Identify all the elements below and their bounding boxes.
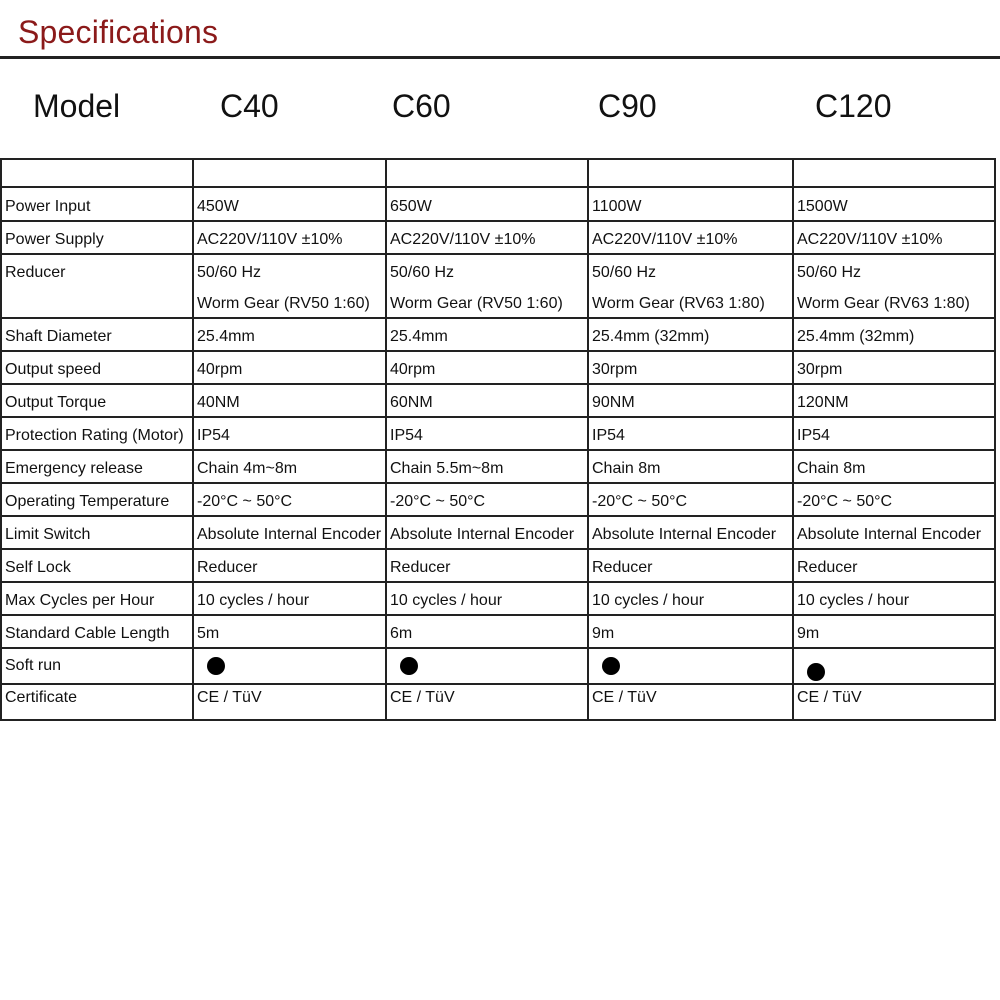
spec-value-c60: 60NM xyxy=(386,384,588,417)
table-row xyxy=(1,187,995,221)
spec-value-c40: -20°C ~ 50°C xyxy=(193,483,386,516)
spec-value-c90: 30rpm xyxy=(588,351,793,384)
certificate-c90: CE / TüV xyxy=(588,684,793,720)
spec-value-c120: -20°C ~ 50°C xyxy=(793,483,995,516)
spec-value-c90: 9m xyxy=(588,615,793,648)
spec-value-c60: 25.4mm xyxy=(386,318,588,351)
title-divider xyxy=(0,56,1000,59)
spec-label: Self Lock xyxy=(1,549,193,582)
spec-value-c60: Worm Gear (RV50 1:60) xyxy=(386,286,588,318)
spec-value-c120: 1500W xyxy=(793,187,995,221)
spec-value-c60: 650W xyxy=(386,187,588,221)
soft-run-c40 xyxy=(193,648,386,684)
spec-label: Power Input xyxy=(1,187,193,221)
spec-value-c40: 25.4mm xyxy=(193,318,386,351)
spec-label: Certificate xyxy=(1,684,193,720)
spec-value-c90: 25.4mm (32mm) xyxy=(588,318,793,351)
spec-value-c120: Reducer xyxy=(793,549,995,582)
table-row xyxy=(1,318,995,351)
spec-label: Limit Switch xyxy=(1,516,193,549)
model-c120: C120 xyxy=(815,88,892,124)
spec-value-c60: Chain 5.5m~8m xyxy=(386,450,588,483)
spec-value-c40: Worm Gear (RV50 1:60) xyxy=(193,286,386,318)
soft-run-c90 xyxy=(588,648,793,684)
spec-label xyxy=(1,286,193,318)
model-label: Model xyxy=(33,88,121,124)
spec-value-c120: 50/60 Hz xyxy=(793,254,995,286)
spec-value-c90: 90NM xyxy=(588,384,793,417)
table-row xyxy=(1,254,995,286)
spec-label: Output Torque xyxy=(1,384,193,417)
page-title: Specifications xyxy=(18,14,219,50)
certificate-c40: CE / TüV xyxy=(193,684,386,720)
spec-value-c120: Chain 8m xyxy=(793,450,995,483)
spec-value-c60: Reducer xyxy=(386,549,588,582)
filled-circle-icon xyxy=(400,657,418,675)
spec-value-c60: -20°C ~ 50°C xyxy=(386,483,588,516)
spec-value-c90: AC220V/110V ±10% xyxy=(588,221,793,254)
model-c60: C60 xyxy=(392,88,451,124)
table-row xyxy=(1,384,995,417)
spec-value-c60: 40rpm xyxy=(386,351,588,384)
spec-value-c120: Absolute Internal Encoder xyxy=(793,516,995,549)
spec-value-c90: 1100W xyxy=(588,187,793,221)
spec-label: Protection Rating (Motor) xyxy=(1,417,193,450)
spec-value-c40: 5m xyxy=(193,615,386,648)
spec-label: Reducer xyxy=(1,254,193,286)
soft-run-c60 xyxy=(386,648,588,684)
spec-value-c40: AC220V/110V ±10% xyxy=(193,221,386,254)
specifications-table xyxy=(0,158,996,721)
spec-label: Emergency release xyxy=(1,450,193,483)
spec-value-c60: 10 cycles / hour xyxy=(386,582,588,615)
table-header-spacer-row xyxy=(1,159,995,187)
spec-value-c120: Worm Gear (RV63 1:80) xyxy=(793,286,995,318)
spec-value-c40: Absolute Internal Encoder xyxy=(193,516,386,549)
spec-value-c120: 30rpm xyxy=(793,351,995,384)
spec-value-c120: 9m xyxy=(793,615,995,648)
spec-value-c40: IP54 xyxy=(193,417,386,450)
filled-circle-icon xyxy=(602,657,620,675)
spec-value-c40: Chain 4m~8m xyxy=(193,450,386,483)
certificate-c120: CE / TüV xyxy=(793,684,995,720)
table-row xyxy=(1,549,995,582)
spec-value-c40: 50/60 Hz xyxy=(193,254,386,286)
spec-label: Output speed xyxy=(1,351,193,384)
filled-circle-icon xyxy=(207,657,225,675)
spec-value-c40: 40NM xyxy=(193,384,386,417)
spec-value-c60: AC220V/110V ±10% xyxy=(386,221,588,254)
table-row xyxy=(1,286,995,318)
spec-value-c90: 10 cycles / hour xyxy=(588,582,793,615)
spec-value-c120: 10 cycles / hour xyxy=(793,582,995,615)
model-c40: C40 xyxy=(220,88,279,124)
spec-value-c90: -20°C ~ 50°C xyxy=(588,483,793,516)
table-row-soft-run xyxy=(1,648,995,684)
filled-circle-icon xyxy=(807,663,825,681)
table-row xyxy=(1,417,995,450)
spec-label: Power Supply xyxy=(1,221,193,254)
spec-value-c40: 10 cycles / hour xyxy=(193,582,386,615)
spec-value-c40: 40rpm xyxy=(193,351,386,384)
spec-value-c120: IP54 xyxy=(793,417,995,450)
spec-value-c60: Absolute Internal Encoder xyxy=(386,516,588,549)
table-row xyxy=(1,221,995,254)
table-row xyxy=(1,582,995,615)
spec-value-c90: Absolute Internal Encoder xyxy=(588,516,793,549)
spec-value-c90: IP54 xyxy=(588,417,793,450)
spec-label: Operating Temperature xyxy=(1,483,193,516)
table-row xyxy=(1,351,995,384)
table-row-certificate xyxy=(1,684,995,720)
spec-value-c40: 450W xyxy=(193,187,386,221)
table-row xyxy=(1,516,995,549)
spec-value-c60: 6m xyxy=(386,615,588,648)
spec-value-c90: Reducer xyxy=(588,549,793,582)
certificate-c60: CE / TüV xyxy=(386,684,588,720)
soft-run-c120 xyxy=(793,648,995,684)
spec-value-c120: AC220V/110V ±10% xyxy=(793,221,995,254)
table-row xyxy=(1,615,995,648)
model-c90: C90 xyxy=(598,88,657,124)
spec-value-c90: 50/60 Hz xyxy=(588,254,793,286)
spec-value-c120: 120NM xyxy=(793,384,995,417)
table-row xyxy=(1,483,995,516)
spec-value-c40: Reducer xyxy=(193,549,386,582)
spec-label: Soft run xyxy=(1,648,193,684)
spec-label: Standard Cable Length xyxy=(1,615,193,648)
spec-label: Shaft Diameter xyxy=(1,318,193,351)
spec-label: Max Cycles per Hour xyxy=(1,582,193,615)
table-row xyxy=(1,450,995,483)
spec-value-c60: IP54 xyxy=(386,417,588,450)
spec-value-c60: 50/60 Hz xyxy=(386,254,588,286)
spec-value-c90: Chain 8m xyxy=(588,450,793,483)
spec-value-c90: Worm Gear (RV63 1:80) xyxy=(588,286,793,318)
spec-value-c120: 25.4mm (32mm) xyxy=(793,318,995,351)
specifications-table-body xyxy=(1,159,995,720)
